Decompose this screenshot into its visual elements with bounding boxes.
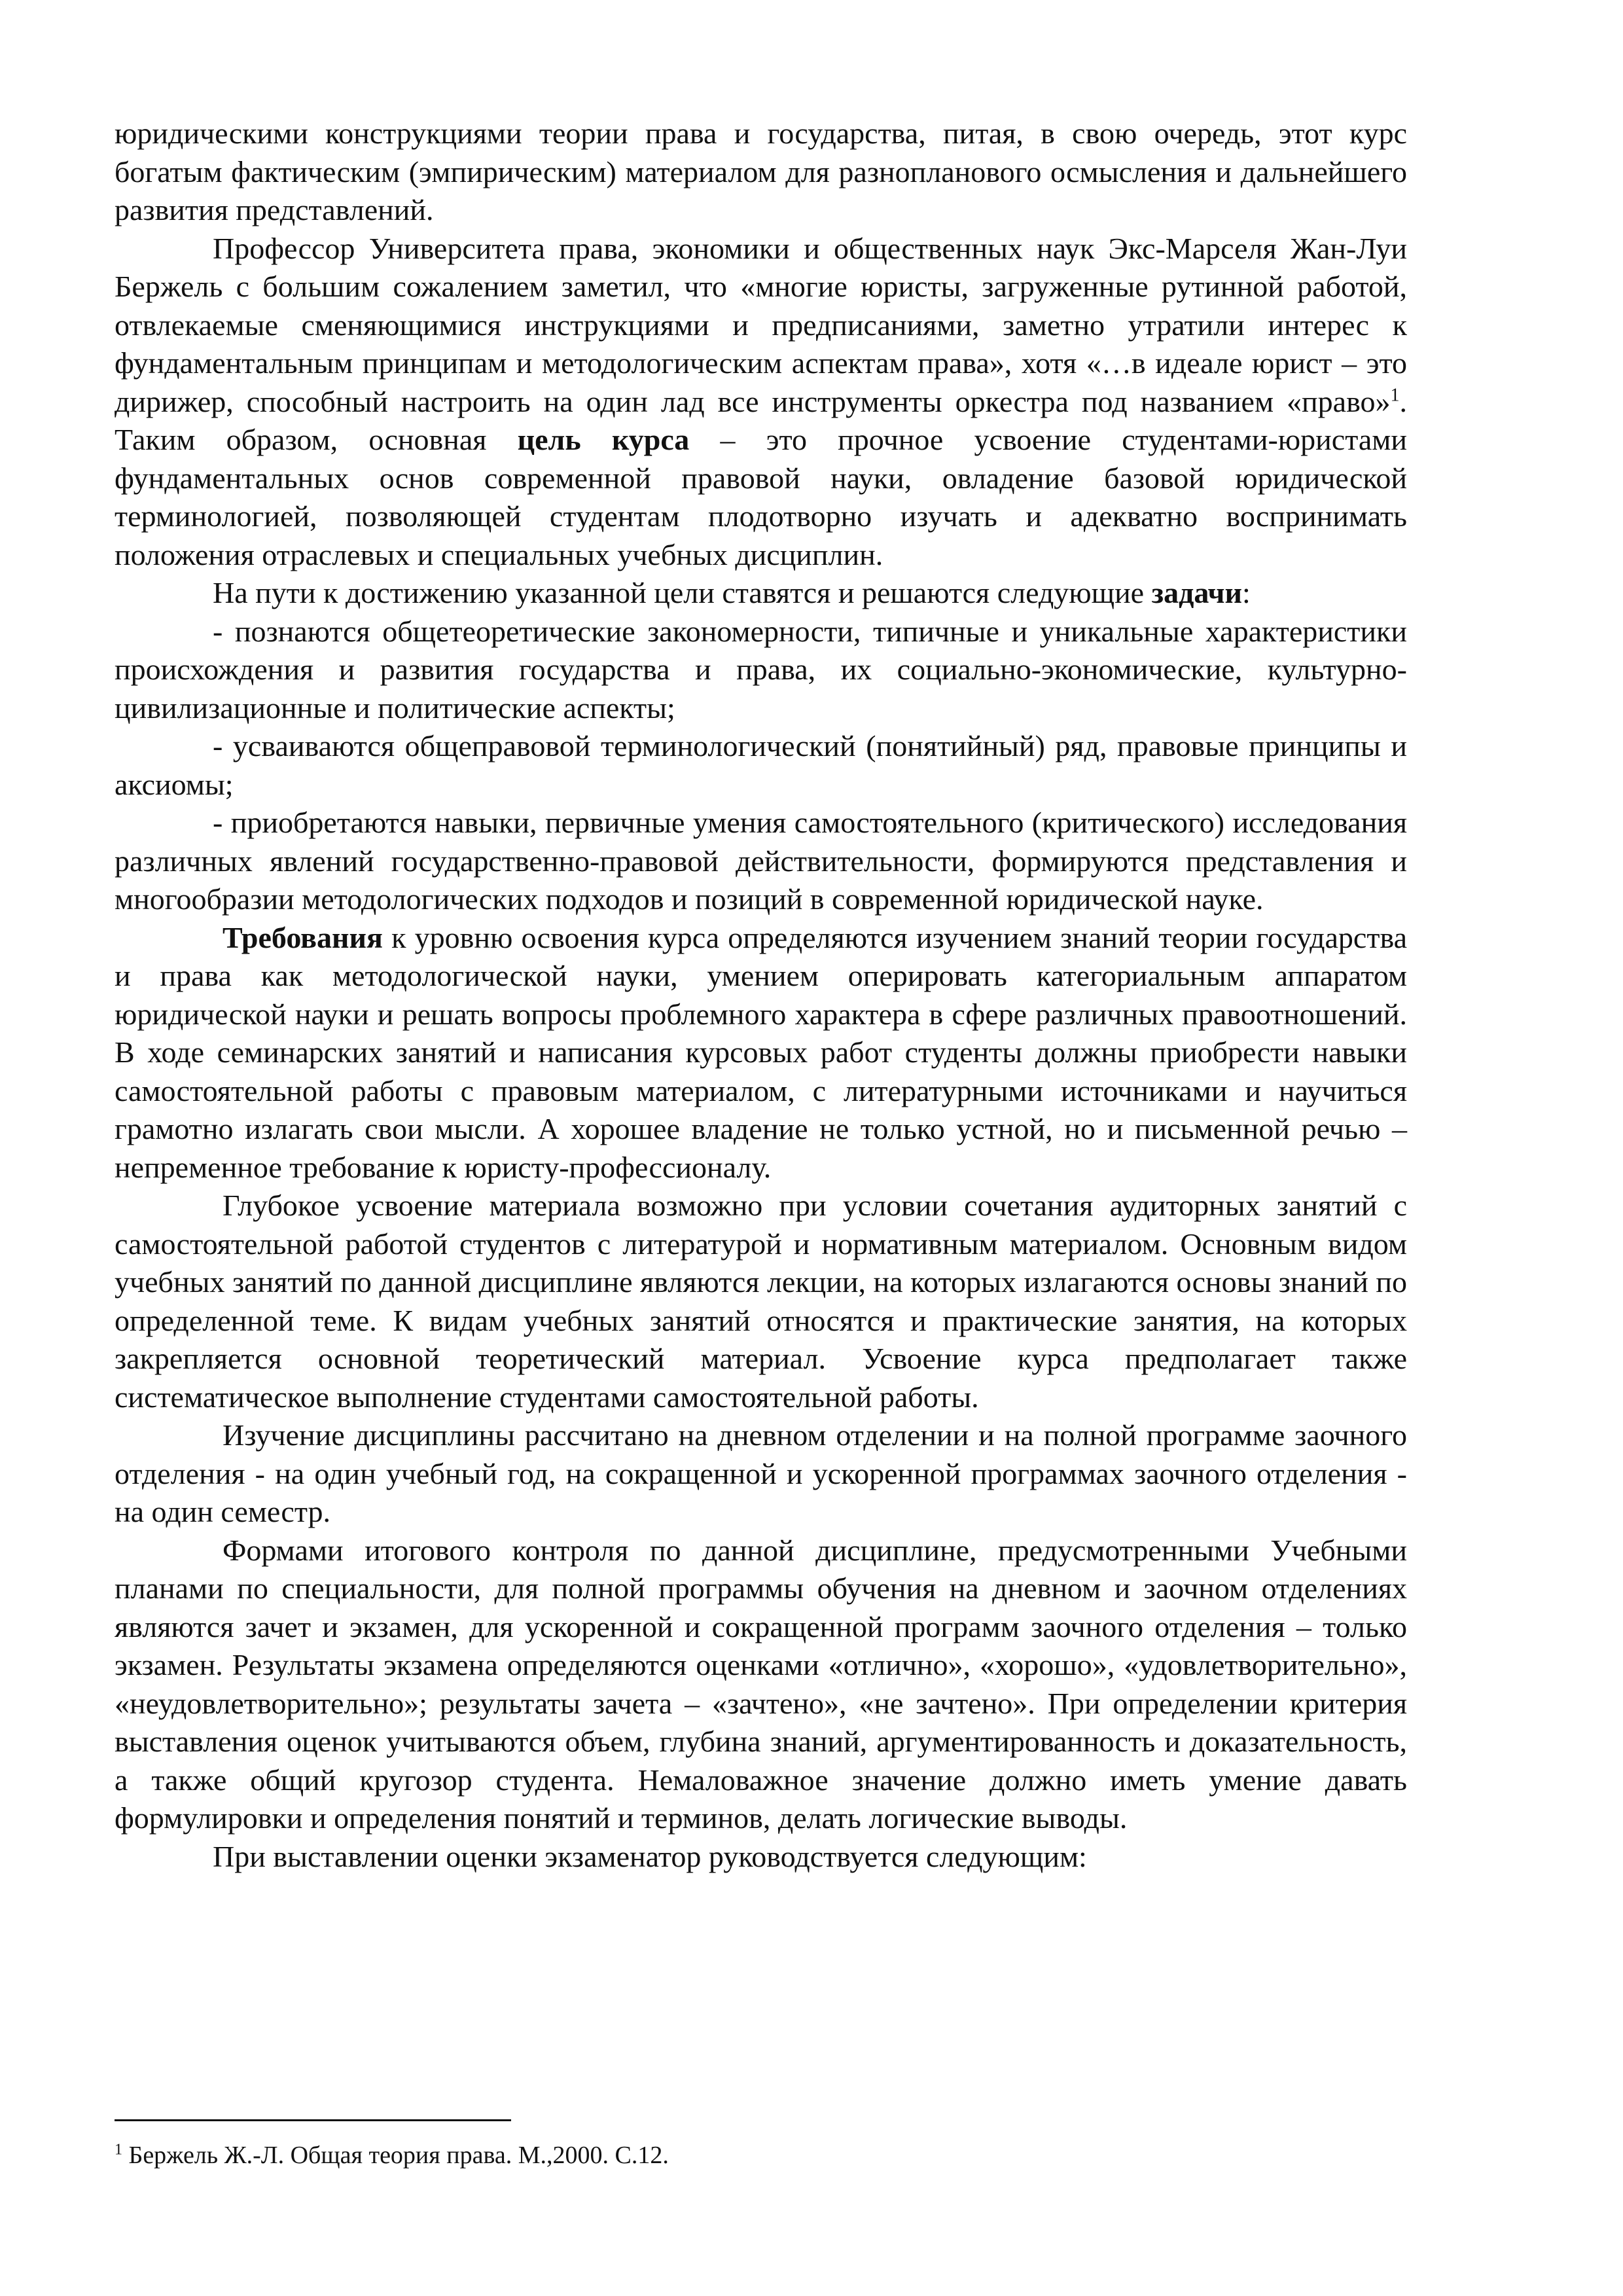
paragraph-assessment: Формами итогового контроля по данной дисциплине, предусмотренными Учебными планами по специальности, для полной программы обучения на дневном и заочном отделениях являются зачет и экзамен, для ускоренной и сокращенной программ заочного отделения – только экзамен. Результаты экзамена определяются оценками «отлично», «хорошо», «удовлетворительно», «неудовлетворительно»; результаты зачета – «зачтено», «не зачтено». При определении критерия выставления оценок учитываются объем, глубина знаний, аргументированность и доказательность, а также общий кругозор студента. Немаловажное значение должно иметь умение давать формулировки и определения понятий и терминов, делать логические выводы. bbox=[115, 1533, 1407, 1835]
paragraph-grading-intro: При выставлении оценки экзаменатор руководствуется следующим: bbox=[213, 1839, 1087, 1873]
paragraph-text: – это прочное усвоение студентами-юристами фундаментальных основ современной правовой науки, овладение базовой юридической терминологией, позволяющей студентам плодотворно изучать и адекватно воспринимать положения отраслевых и специальных учебных дисциплин. bbox=[115, 423, 1407, 571]
footnote-reference: 1 bbox=[1390, 385, 1400, 406]
paragraph-intro-continuation bbox=[115, 115, 1407, 230]
paragraph-study-methods: Глубокое усвоение материала возможно при условии сочетания аудиторных занятий с самостоятельной работой студентов с литературой и нормативным материалом. Основным видом учебных занятий по данной дисциплине являются лекции, на которых излагаются основы знаний по определенной теме. К видам учебных занятий относятся и практические занятия, на которых закрепляется основной теоретический материал. Усвоение курса предполагает также систематическое выполнение студентами самостоятельной работы. bbox=[115, 1189, 1407, 1414]
paragraph-text: к уровню освоения курса определяются изучением знаний теории государства и права как методологической науки, умением оперировать категориальным аппаратом юридической науки и решать вопросы проблемного характера в сфере различных правоотношений. В ходе семинарских занятий и написания курсовых работ студенты должны приобрести навыки самостоятельной работы с правовым материалом, с литературными источниками и научиться грамотно излагать свои мысли. А хорошее владение не только устной, но и письменной речью – непременное требование к юристу-профессионалу. bbox=[115, 920, 1407, 1184]
bold-term-course-goal: цель курса bbox=[517, 423, 690, 456]
paragraph-text: юридическими конструкциями теории права и государства, питая, в свою очередь, этот курс богатым фактическим (эмпирическим) материалом для разнопланового осмысления и дальнейшего развития представлений. bbox=[115, 117, 1407, 226]
footnote-text: Бержель Ж.-Л. Общая теория права. М.,2000. С.12. bbox=[122, 2142, 669, 2169]
bold-term-tasks: задачи bbox=[1151, 576, 1242, 609]
paragraph-text: : bbox=[1241, 576, 1251, 609]
paragraph-text: Профессор Университета права, экономики и общественных наук Экс-Марселя Жан-Луи Бержель с большим сожалением заметил, что «многие юристы, загруженные рутинной работой, отвлекаемые сменяющимися инструкциями и предписаниями, заметно утратили интерес к фундаментальным принципам и методологическим аспектам права», хотя «…в идеале юрист – это дирижер, способный настроить на один лад все инструменты оркестра под названием «право» bbox=[115, 231, 1407, 418]
bold-term-requirements: Требования bbox=[223, 920, 383, 954]
paragraph-course-goal bbox=[115, 230, 1407, 575]
paragraph-text: . Таким образом, основная bbox=[115, 384, 1407, 456]
paragraph-tasks-intro bbox=[115, 574, 1407, 613]
footnote-mark: 1 bbox=[115, 2141, 122, 2159]
paragraph-duration: Изучение дисциплины рассчитано на дневном отделении и на полной программе заочного отделения - на один учебный год, на сокращенной и ускоренной программах заочного отделения - на один семестр. bbox=[115, 1418, 1407, 1528]
footnote-divider bbox=[115, 2119, 511, 2121]
paragraph-requirements bbox=[115, 919, 1407, 1187]
footnote bbox=[115, 2140, 1407, 2170]
paragraph-text: На пути к достижению указанной цели ставятся и решаются следующие bbox=[213, 576, 1152, 609]
list-item-task-1: - познаются общетеоретические закономерности, типичные и уникальные характеристики происхождения и развития государства и права, их социально-экономические, культурно-цивилизационные и политические аспекты; bbox=[115, 614, 1407, 725]
list-item-task-2: - усваиваются общеправовой терминологический (понятийный) ряд, правовые принципы и аксиомы; bbox=[115, 729, 1407, 801]
list-item-task-3: - приобретаются навыки, первичные умения самостоятельного (критического) исследования различных явлений государственно-правовой действительности, формируются представления и многообразии методологических подходов и позиций в современной юридической науке. bbox=[115, 806, 1407, 916]
